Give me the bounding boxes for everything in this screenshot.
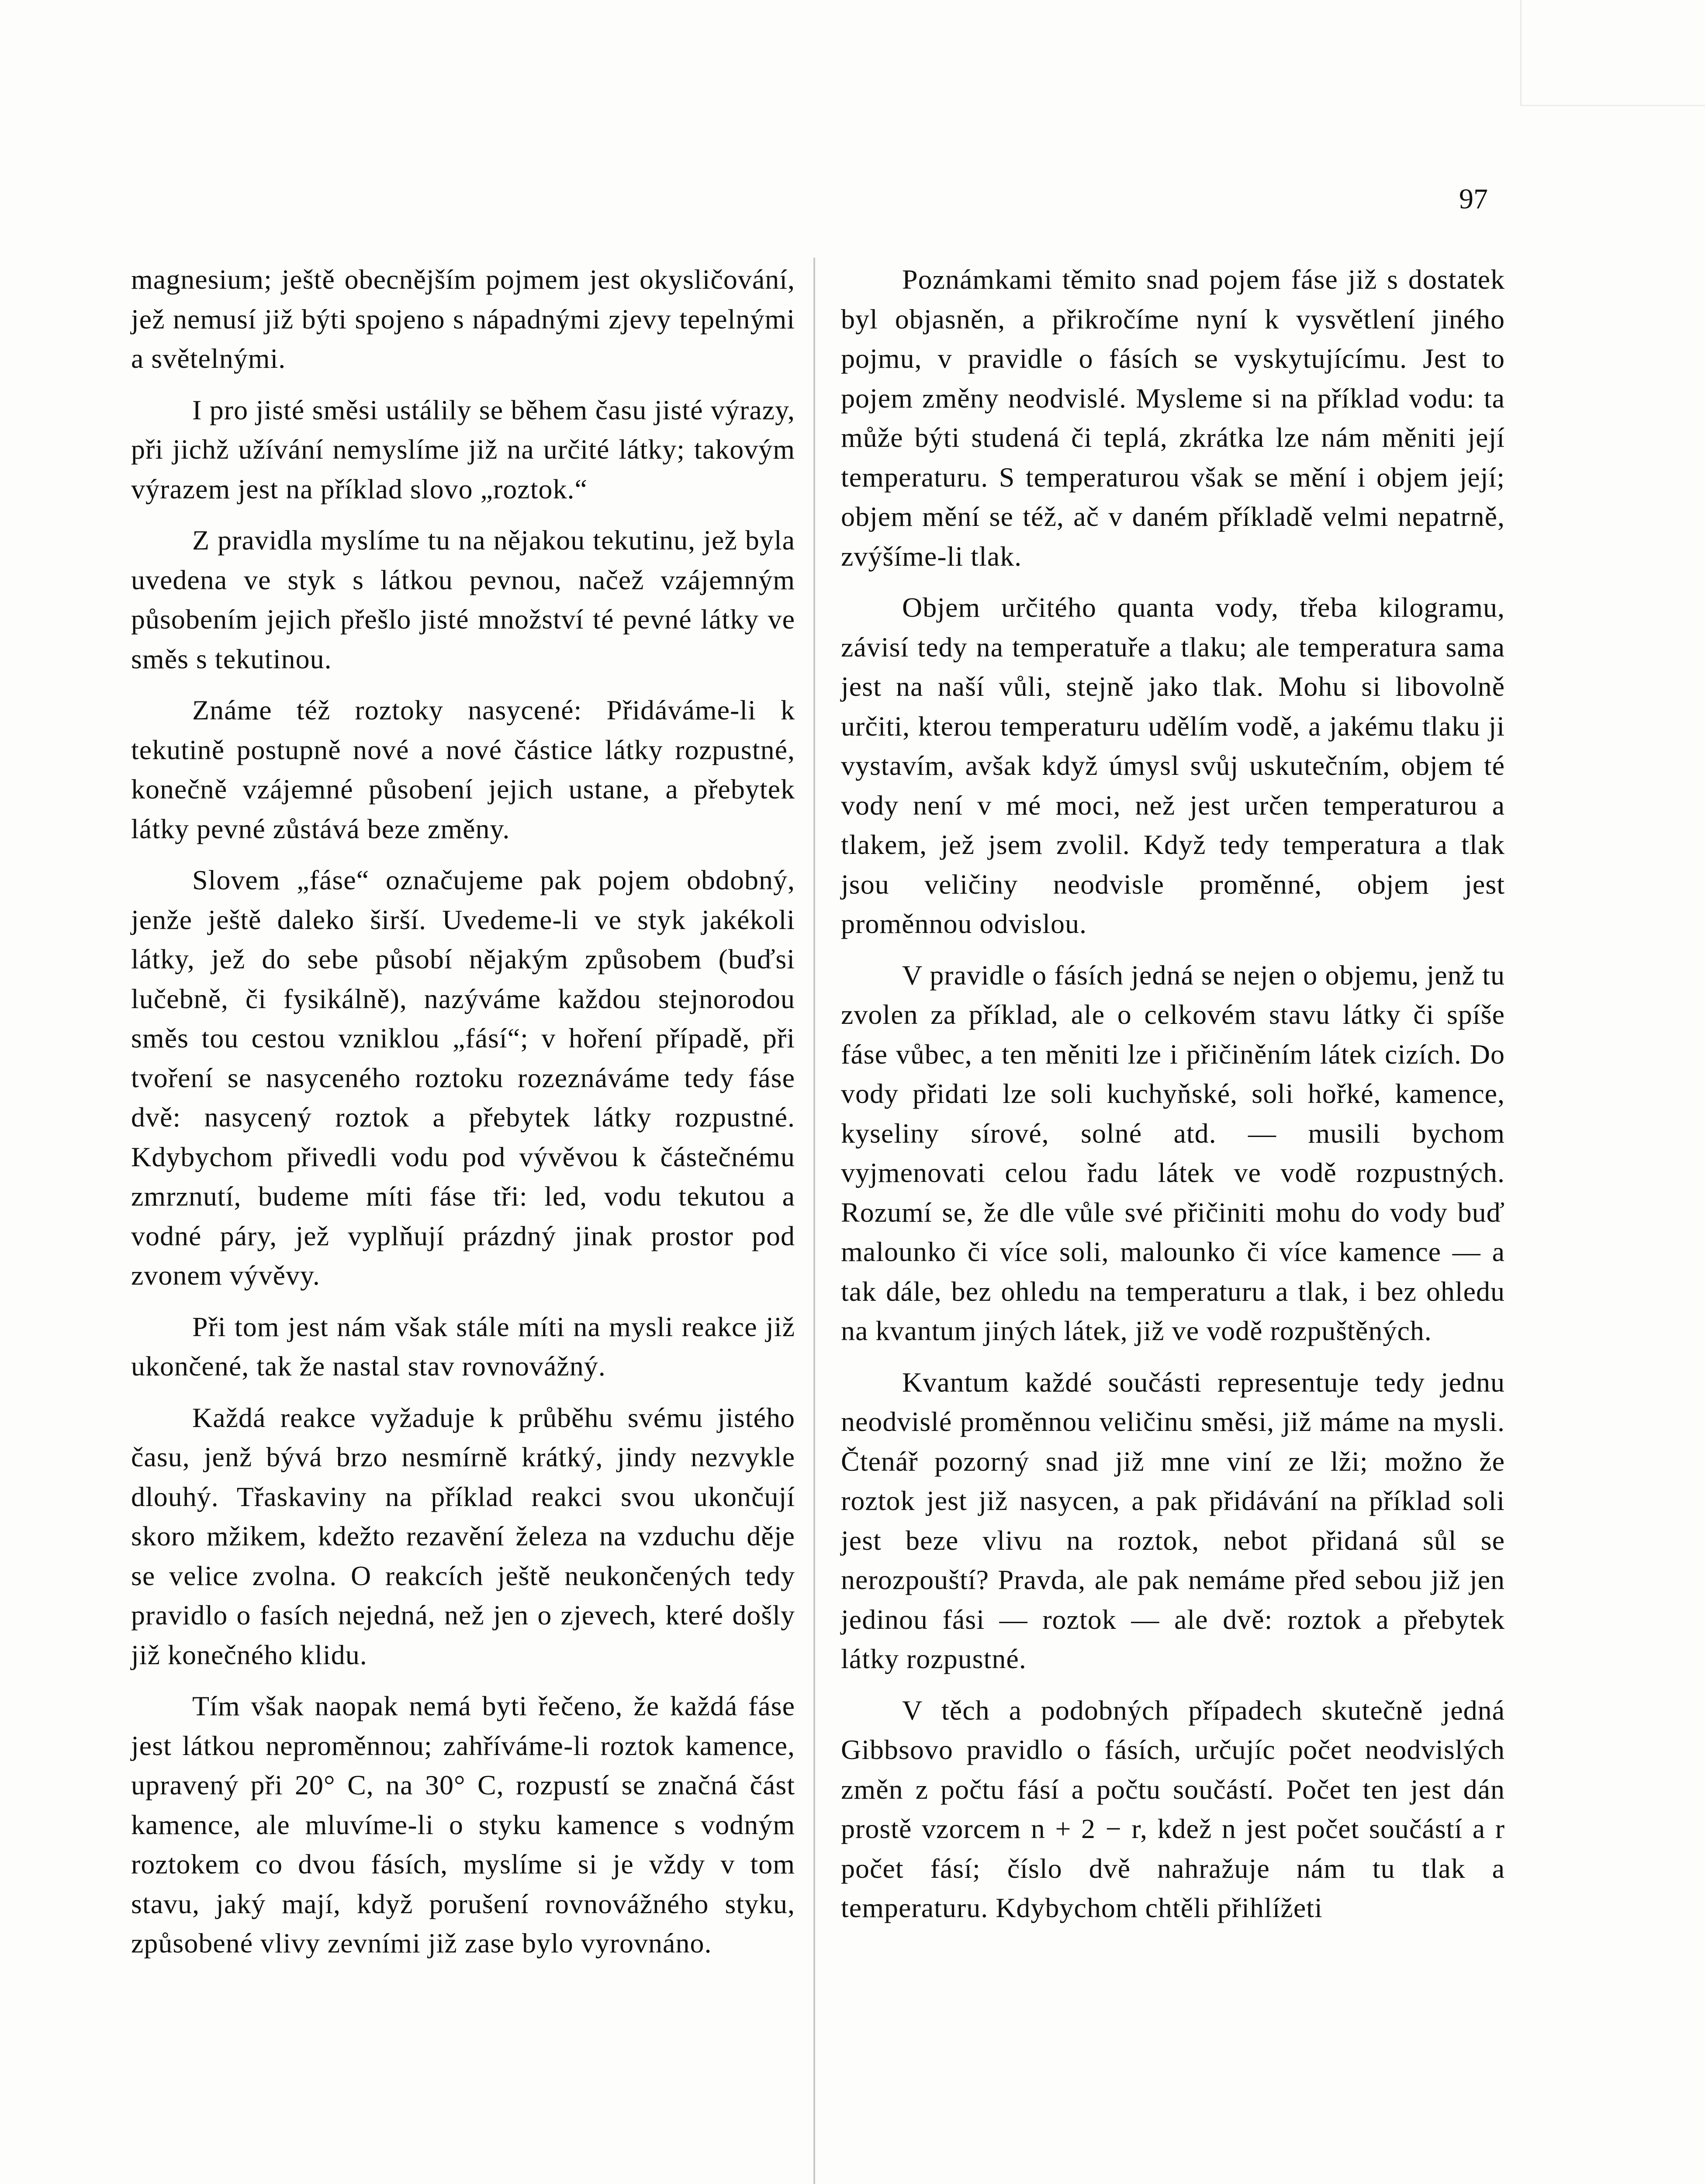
paragraph: magnesium; ještě obecnějším pojmem jest okysličování, jež nemusí již býti spojeno s nápadnými zjevy tepelnými a světelnými. (131, 264, 795, 374)
scan-edge-mark (1520, 0, 1705, 106)
right-column (841, 260, 1505, 1940)
paragraph: I pro jisté směsi ustálily se během času jisté výrazy, při jichž užívání nemyslíme již na určité látky; takovým výrazem jest na příklad slovo „roztok.“ (131, 394, 795, 505)
paragraph: Tím však naopak nemá byti řečeno, že každá fáse jest látkou neproměnnou; zahříváme-li roztok kamence, upravený při 20° C, na 30° C, rozpustí se značná část kamence, ale mluvíme-li o styku kamence s vodným roztokem co dvou fásích, myslíme si je vždy v tom stavu, jaký mají, když porušení rovnovážného styku, způsobené vlivy zevními již zase bylo vyrovnáno. (131, 1690, 795, 1959)
paragraph: V těch a podobných případech skutečně jedná Gibbsovo pravidlo o fásích, určujíc počet neodvislých změn z počtu fásí a počtu součástí. Počet ten jest dán prostě vzorcem n + 2 − r, kdež n jest počet součástí a r počet fásí; číslo dvě nahražuje nám tu tlak a temperaturu. Kdybychom chtěli přihlížeti (841, 1694, 1505, 1923)
paragraph: Při tom jest nám však stále míti na mysli reakce již ukončené, tak že nastal stav rovnovážný. (131, 1311, 795, 1382)
column-divider (813, 258, 815, 2184)
paragraph: Objem určitého quanta vody, třeba kilogramu, závisí tedy na temperatuře a tlaku; ale temperatura sama jest na naší vůli, stejně jako tlak. Mohu si libovolně určiti, kterou temperaturu udělím vodě, a jakému tlaku ji vystavím, avšak když úmysl svůj uskutečním, objem té vody není v mé moci, než jest určen temperaturou a tlakem, jež jsem zvolil. Když tedy temperatura a tlak jsou veličiny neodvisle proměnné, objem jest proměnnou odvislou. (841, 592, 1505, 939)
left-column (131, 260, 795, 1975)
paragraph: Z pravidla myslíme tu na nějakou tekutinu, jež byla uvedena ve styk s látkou pevnou, načež vzájemným působením jejich přešlo jisté množství té pevné látky ve směs s tekutinou. (131, 525, 795, 674)
paragraph: Kvantum každé součásti representuje tedy jednu neodvislé proměnnou veličinu směsi, již máme na mysli. Čtenář pozorný snad již mne viní ze lži; možno že roztok jest již nasycen, a pak přidávání na příklad soli jest beze vlivu na roztok, nebot přidaná sůl se nerozpouští? Pravda, ale pak nemáme před sebou již jen jedinou fási — roztok — ale dvě: roztok a přebytek látky rozpustné. (841, 1366, 1505, 1674)
paragraph: Slovem „fáse“ označujeme pak pojem obdobný, jenže ještě daleko širší. Uvedeme-li ve styk jakékoli látky, jež do sebe působí nějakým způsobem (buďsi lučebně, či fysikálně), nazýváme každou stejnorodou směs tou cestou vzniklou „fásí“; v hoření případě, při tvoření se nasyceného roztoku rozeznáváme tedy fáse dvě: nasycený roztok a přebytek látky rozpustné. Kdybychom přivedli vodu pod vývěvou k částečnému zmrznutí, budeme míti fáse tři: led, vodu tekutou a vodné páry, jež vyplňují prázdný jinak prostor pod zvonem vývěvy. (131, 864, 795, 1291)
paragraph: V pravidle o fásích jedná se nejen o objemu, jenž tu zvolen za příklad, ale o celkovém stavu látky či spíše fáse vůbec, a ten měniti lze i přičiněním látek cizích. Do vody přidati lze soli kuchyňské, soli hořké, kamence, kyseliny sírové, solné atd. — musili bychom vyjmenovati celou řadu látek ve vodě rozpustných. Rozumí se, že dle vůle své přičiniti mohu do vody buď malounko či více soli, malounko či více kamence — a tak dále, bez ohledu na temperaturu a tlak, i bez ohledu na kvantum jiných látek, již ve vodě rozpuštěných. (841, 959, 1505, 1346)
paragraph: Známe též roztoky nasycené: Přidáváme-li k tekutině postupně nové a nové částice látky rozpustné, konečně vzájemné působení jejich ustane, a přebytek látky pevné zůstává beze změny. (131, 695, 795, 844)
paragraph: Poznámkami těmito snad pojem fáse již s dostatek byl objasněn, a přikročíme nyní k vysvětlení jiného pojmu, v pravidle o fásích se vyskytujícímu. Jest to pojem změny neodvislé. Mysleme si na příklad vodu: ta může býti studená či teplá, zkrátka lze nám měniti její temperaturu. S temperaturou však se mění i objem její; objem mění se též, ač v daném příkladě velmi nepatrně, zvýšíme-li tlak. (841, 264, 1505, 572)
paragraph: Každá reakce vyžaduje k průběhu svému jistého času, jenž bývá brzo nesmírně krátký, jindy nezvykle dlouhý. Třaskaviny na příklad reakci svou ukončují skoro mžikem, kdežto rezavění železa na vzduchu děje se velice zvolna. O reakcích ještě neukončených tedy pravidlo o fasích nejedná, než jen o zjevech, které došly již konečného klidu. (131, 1402, 795, 1670)
page-number: 97 (1459, 183, 1488, 215)
